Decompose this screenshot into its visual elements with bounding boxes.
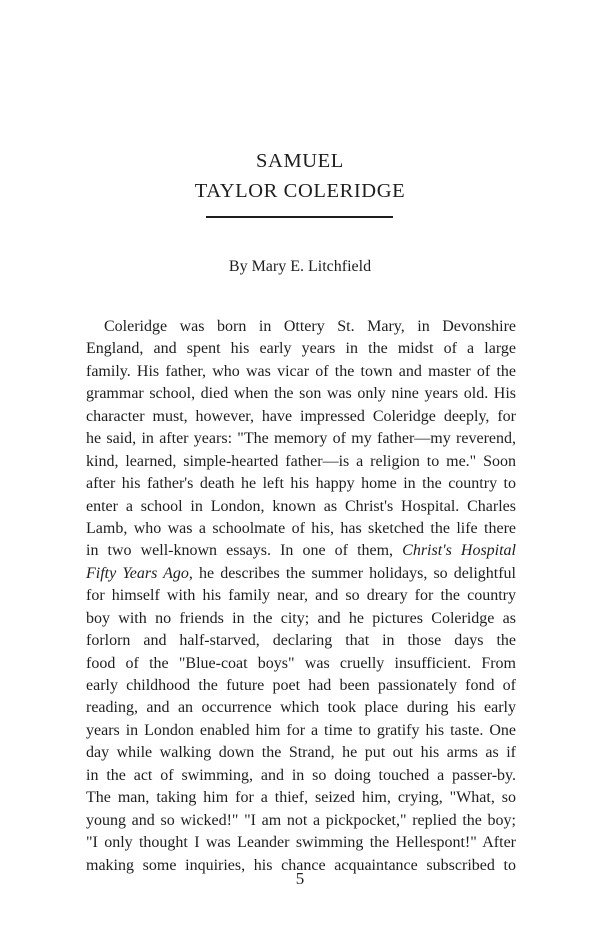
body-line xyxy=(86,832,516,854)
body-line xyxy=(86,653,516,675)
body-text-run: England, and spent his early years in the midst of a large xyxy=(86,340,516,358)
body-line xyxy=(86,383,516,405)
body-line xyxy=(86,496,516,518)
body-line xyxy=(86,608,516,630)
body-line xyxy=(86,675,516,697)
body-text-run: early childhood the future poet had been passionately fond of xyxy=(86,677,516,694)
body-line xyxy=(86,361,516,383)
body-text-run: for himself with his family near, and so dreary for the country xyxy=(86,587,516,605)
body-text-run: in the act of swimming, and in so doing touched a passer-by. xyxy=(86,766,516,784)
body-text-run: day while walking down the Strand, he put out his arms as if xyxy=(86,744,516,762)
body-text-run: after his father's death he left his happy home in the country to xyxy=(86,475,516,493)
body-paragraph xyxy=(86,316,516,877)
body-text-run: food of the "Blue-coat boys" was cruelly insufficient. From xyxy=(86,654,516,672)
body-line xyxy=(86,563,516,585)
italic-title-text: Fifty Years Ago xyxy=(86,564,189,582)
chapter-title-line-1: SAMUEL xyxy=(256,150,344,172)
body-text-run: years in London enabled him for a time to gratify his taste. One xyxy=(86,721,516,739)
body-text-run: he said, in after years: "The memory of my father—my reverend, xyxy=(86,430,516,448)
body-line xyxy=(86,697,516,719)
body-text-run: in two well-known essays. In one of them, xyxy=(86,542,403,560)
body-text-run: The man, taking him for a thief, seized him, crying, "What, so xyxy=(86,789,516,807)
body-line xyxy=(86,742,516,764)
body-line xyxy=(86,406,516,428)
body-line xyxy=(86,585,516,607)
body-text-run: enter a school in London, known as Christ's Hospital. Charles xyxy=(86,497,516,515)
body-text-run: character must, however, have impressed Coleridge deeply, for xyxy=(86,407,516,425)
body-text-run: "I only thought I was Leander swimming the Hellespont!" After xyxy=(86,834,516,852)
body-line xyxy=(86,451,516,473)
body-text-run: grammar school, died when the son was only nine years old. His xyxy=(86,385,516,403)
body-text-run: , he describes the summer holidays, so delightful xyxy=(188,564,516,582)
body-line xyxy=(86,540,516,562)
body-line xyxy=(86,473,516,495)
italic-title-text: Christ's Hospital xyxy=(402,542,516,560)
body-text-run: young and so wicked!" "I am not a pickpocket," replied the boy; xyxy=(86,811,516,829)
body-text-run: family. His father, who was vicar of the town and master of the xyxy=(86,362,516,380)
body-line xyxy=(86,428,516,450)
body-text-run: boy with no friends in the city; and he pictures Coleridge as xyxy=(86,609,516,627)
body-text-run: forlorn and half-starved, declaring that in those days the xyxy=(86,632,516,650)
title-rule xyxy=(206,216,393,218)
author-byline: By Mary E. Litchfield xyxy=(228,258,372,275)
body-text-run: kind, learned, simple-hearted father—is a religion to me." Soon xyxy=(86,452,516,470)
body-line xyxy=(86,338,516,360)
body-text-run: Coleridge was born in Ottery St. Mary, in Devonshire xyxy=(104,318,516,335)
body-line xyxy=(86,720,516,742)
body-line xyxy=(86,787,516,809)
body-text-run: Lamb, who was a schoolmate of his, has sketched the life there xyxy=(86,519,516,537)
body-text-run: making some inquiries, his chance acquaintance subscribed to xyxy=(86,856,516,874)
page-number: 5 xyxy=(295,869,305,888)
body-line xyxy=(86,810,516,832)
body-line xyxy=(86,518,516,540)
body-line xyxy=(86,630,516,652)
chapter-title xyxy=(0,146,600,206)
chapter-title-line-2: TAYLOR COLERIDGE xyxy=(194,180,406,202)
body-line xyxy=(86,316,516,338)
body-text-run: reading, and an occurrence which took place during his early xyxy=(86,699,516,717)
body-line xyxy=(86,765,516,787)
